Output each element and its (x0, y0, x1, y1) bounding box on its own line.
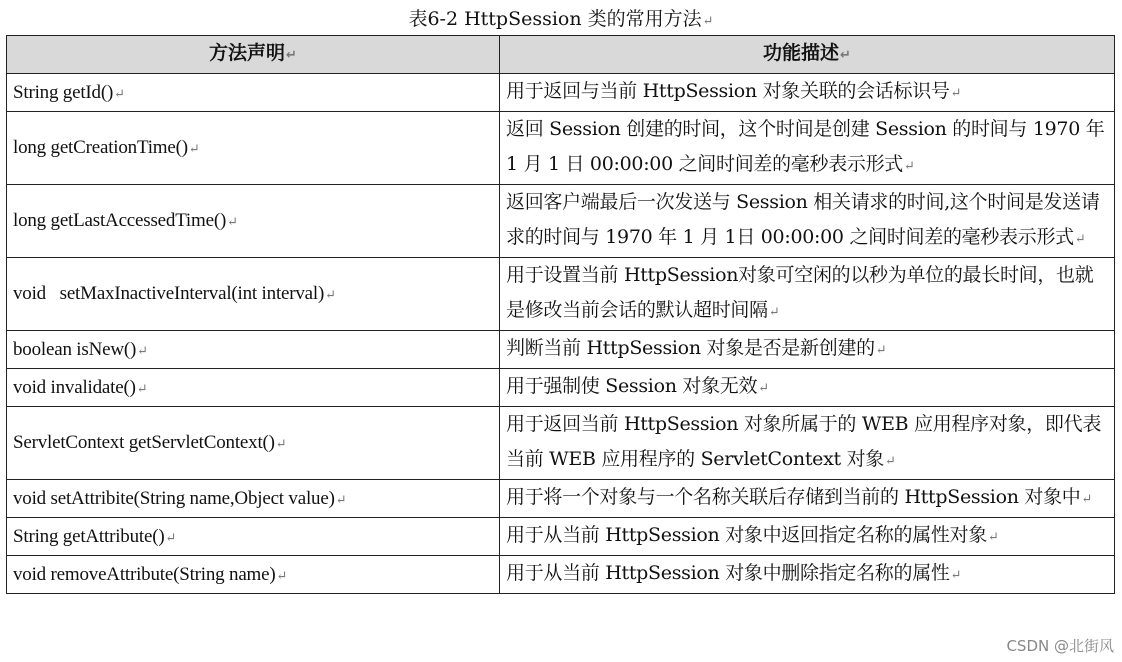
description-cell (500, 518, 1115, 556)
paragraph-mark-icon: ↵ (286, 48, 297, 63)
method-signature: void setMaxInactiveInterval(int interval) (13, 283, 325, 304)
paragraph-mark-icon: ↵ (1074, 232, 1086, 247)
description-cell (500, 556, 1115, 594)
table-row (7, 556, 1115, 594)
header-desc-label: 功能描述 (763, 42, 840, 64)
paragraph-mark-icon: ↵ (276, 567, 288, 583)
paragraph-mark-icon: ↵ (165, 529, 177, 545)
header-method (7, 36, 500, 74)
paragraph-mark-icon: ↵ (275, 436, 287, 451)
method-cell (7, 369, 500, 407)
method-signature: boolean isNew() (13, 338, 137, 360)
paragraph-mark-icon: ↵ (114, 85, 125, 101)
paragraph-mark-icon: ↵ (950, 568, 962, 583)
caption-text: 表6-2 HttpSession 类的常用方法 (408, 8, 702, 30)
method-cell (7, 331, 500, 369)
paragraph-mark-icon: ↵ (840, 48, 851, 63)
description-cell (500, 480, 1115, 518)
method-signature: long getCreationTime() (13, 137, 188, 158)
paragraph-mark-icon: ↵ (950, 86, 962, 101)
method-cell (7, 480, 500, 518)
method-cell (7, 518, 500, 556)
paragraph-mark-icon: ↵ (227, 214, 238, 229)
methods-table (6, 35, 1115, 594)
description-cell (500, 112, 1115, 185)
paragraph-mark-icon: ↵ (335, 491, 347, 507)
method-description: 用于设置当前 HttpSession对象可空闲的以秒为单位的最长时间，也就是修改当前会话的默认超时间隔 (506, 264, 1094, 321)
table-row (7, 369, 1115, 407)
method-cell (7, 185, 500, 258)
method-description: 用于强制使 Session 对象无效 (506, 375, 758, 397)
method-description: 用于返回与当前 HttpSession 对象关联的会话标识号 (506, 80, 950, 102)
header-desc (500, 36, 1115, 74)
method-description: 返回客户端最后一次发送与 Session 相关请求的时间,这个时间是发送请求的时间与 1970 年 1 月 1日 00:00:00 之间时间差的毫秒表示形式 (506, 191, 1100, 248)
table-body (7, 74, 1115, 594)
method-cell (7, 556, 500, 594)
method-cell (7, 112, 500, 185)
paragraph-mark-icon: ↵ (885, 454, 896, 469)
paragraph-mark-icon: ↵ (875, 343, 887, 358)
table-row (7, 185, 1115, 258)
method-signature: String getAttribute() (13, 525, 165, 547)
paragraph-mark-icon: ↵ (137, 342, 148, 358)
table-header-row (7, 36, 1115, 74)
method-signature: ServletContext getServletContext() (13, 432, 275, 453)
description-cell (500, 185, 1115, 258)
description-cell (500, 74, 1115, 112)
method-signature: void removeAttribute(String name) (13, 563, 276, 585)
paragraph-mark-icon: ↵ (904, 159, 915, 174)
method-description: 用于返回当前 HttpSession 对象所属于的 WEB 应用程序对象，即代表当前 WEB 应用程序的 ServletContext 对象 (506, 413, 1102, 470)
description-cell (500, 331, 1115, 369)
method-cell (7, 258, 500, 331)
description-cell (500, 407, 1115, 480)
method-signature: long getLastAccessedTime() (13, 210, 227, 231)
table-row (7, 258, 1115, 331)
method-description: 用于将一个对象与一个名称关联后存储到当前的 HttpSession 对象中 (506, 486, 1081, 508)
paragraph-mark-icon: ↵ (988, 530, 999, 545)
paragraph-mark-icon: ↵ (768, 305, 780, 320)
method-cell (7, 74, 500, 112)
method-signature: void setAttribite(String name,Object value) (13, 487, 335, 509)
method-description: 判断当前 HttpSession 对象是否是新创建的 (506, 337, 875, 359)
table-row (7, 112, 1115, 185)
methods-table-wrapper (6, 35, 1114, 594)
header-method-label: 方法声明 (209, 42, 286, 64)
paragraph-mark-icon: ↵ (702, 14, 714, 29)
table-row (7, 480, 1115, 518)
paragraph-mark-icon: ↵ (325, 287, 336, 302)
table-row (7, 518, 1115, 556)
method-signature: void invalidate() (13, 376, 136, 398)
paragraph-mark-icon: ↵ (1081, 492, 1093, 507)
method-description: 用于从当前 HttpSession 对象中删除指定名称的属性 (506, 562, 950, 584)
method-description: 返回 Session 创建的时间，这个时间是创建 Session 的时间与 1970 年 1 月 1 日 00:00:00 之间时间差的毫秒表示形式 (506, 118, 1105, 175)
paragraph-mark-icon: ↵ (188, 141, 200, 156)
table-row (7, 331, 1115, 369)
watermark: CSDN @北街风 (1006, 637, 1114, 655)
method-signature: String getId() (13, 81, 114, 103)
table-row (7, 407, 1115, 480)
method-description: 用于从当前 HttpSession 对象中返回指定名称的属性对象 (506, 524, 987, 546)
paragraph-mark-icon: ↵ (758, 381, 769, 396)
table-row (7, 74, 1115, 112)
paragraph-mark-icon: ↵ (136, 380, 148, 396)
method-cell (7, 407, 500, 480)
description-cell (500, 369, 1115, 407)
description-cell (500, 258, 1115, 331)
table-caption (0, 4, 1122, 37)
